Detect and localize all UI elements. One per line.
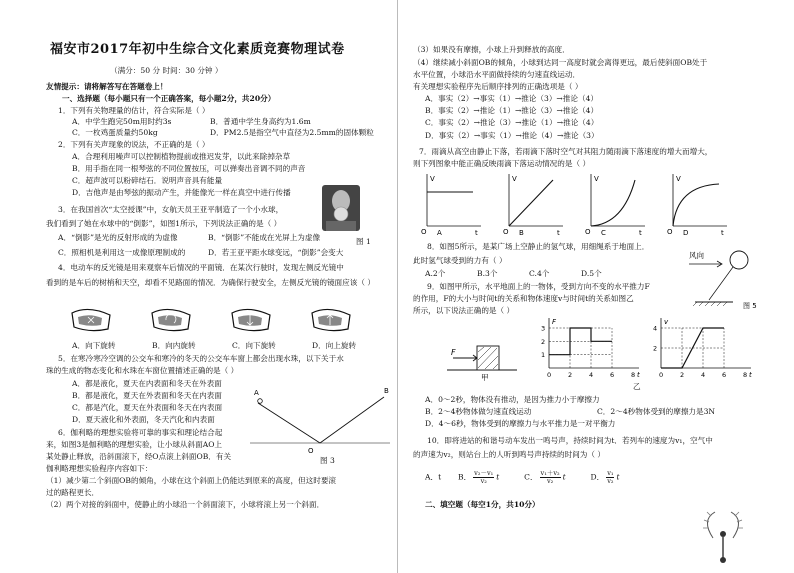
q7-graphs: [417, 172, 747, 236]
q3-b: B．“倒影”不能成在光屏上为虚像: [208, 233, 321, 242]
q6-stem2: 来，如图3是伽利略的理想实验，让小球从斜面AO上: [46, 440, 223, 449]
q3-stem: 3．在我国首次“太空授课”中，女航天员王亚平制造了一个小水球，: [58, 205, 284, 214]
mirror-a: [72, 309, 110, 330]
graph-c: [585, 174, 645, 237]
vt-xtick-2: 4: [701, 371, 706, 379]
q5-stem: 5．在寒冷寒冷空调的公交车和寒冷的冬天的公交车车窗上都会出现水珠，以下关于水: [58, 354, 344, 363]
graph-c-v: V: [594, 175, 599, 183]
section1-heading: 一、选择题（每小题只有一个正确答案，每小题2分，共20分）: [62, 94, 276, 103]
graph-d: [667, 174, 727, 237]
q6-c: C．事实（2）→推论（3）→推论（1）→推论（4）: [425, 118, 599, 127]
q6-stem: 6．伽利略的理想实验将可靠的事实和理论结合起: [58, 428, 223, 437]
wind-label: 风向: [689, 251, 704, 260]
q8-opt-d: D.5个: [581, 269, 602, 278]
q10-c-frac: [540, 470, 561, 485]
exam-meta: （满分：50 分 时间：30 分钟 ）: [110, 66, 223, 75]
ft-xlabel: t: [637, 371, 640, 379]
figure-3-slopes: [250, 385, 390, 455]
q2-a: A．合理利用噪声可以控制植物提前或推迟发芽，以此来除掉杂草: [72, 152, 291, 161]
q5-b: B．都是液化，夏天在外表面和冬天在内表面: [72, 391, 222, 400]
q2-stem: 2．下列有关声现象的说法，不正确的是（ ）: [58, 140, 210, 149]
q10-a: A．t: [425, 472, 442, 482]
q3-a: A．“倒影”是光的反射形成的为虚像: [58, 233, 178, 242]
graph-b-v: V: [512, 175, 517, 183]
q8-opt-c: C.4个: [529, 269, 550, 278]
q6-a: A．事实（2）→事实（1）→推论（3）→推论（4）: [425, 94, 598, 103]
q1-a: A．中学生跑完50m用时约3s: [72, 117, 172, 126]
fig3-caption: 图 3: [320, 456, 335, 465]
q6-s2: （2）两个对接的斜面中，使静止的小球沿一个斜面滚下，小球将滚上另一个斜面．: [46, 500, 325, 509]
vt-chart: [647, 314, 757, 380]
q10-stem2: 的声速为v₂，则站台上的人听到鸣号声持续的时间为（ ）: [413, 450, 605, 459]
graph-b-o: O: [503, 228, 509, 236]
q1-d: D．PM2.5是指空气中直径为2.5mm的固体颗粒: [210, 128, 374, 137]
ft-xtick-0: 0: [547, 371, 552, 379]
q6-s4b: 水平位置，小球沿水平面做持续的匀速直线运动．: [413, 70, 581, 79]
ball: [258, 399, 263, 404]
graph-c-t: t: [639, 229, 642, 237]
vt-ytick-0: 2: [653, 344, 658, 353]
q6-d: D．事实（2）→事实（1）→推论（4）→推论（3）: [425, 131, 599, 140]
greeting: 友情提示：请将解答写在答题卷上！: [46, 82, 168, 91]
vt-ylabel: v: [664, 318, 669, 326]
vt-xtick-0: 0: [659, 371, 664, 379]
q10-d-num: v₁: [607, 469, 614, 477]
mirror-b: [152, 309, 190, 330]
force-label: F: [451, 348, 456, 357]
q3-d: D．若王亚平距水球变远，“倒影”会变大: [208, 248, 344, 257]
graph-d-t: t: [721, 229, 724, 237]
label-b: B: [384, 387, 389, 395]
ft-ytick-0: 1: [541, 351, 546, 360]
ft-chart: [535, 314, 645, 380]
q8-stem: 8．如图5所示，是某广场上空静止的氢气球，用细绳系于地面上．: [427, 242, 650, 251]
graph-a-v: V: [430, 175, 435, 183]
q5-a: A．都是液化，夏天在内表面和冬天在外表面: [72, 379, 222, 388]
q4-opt-d: D．向上旋转: [312, 341, 357, 350]
balloon: [730, 251, 748, 269]
q10-b-den: v₂: [480, 477, 487, 485]
vt-xtick-3: 6: [722, 371, 727, 379]
q9-stem2: 的作用，F的大小与时间t的关系和物体速度v与时间t的关系如图乙: [413, 294, 634, 303]
ft-xtick-1: 2: [568, 371, 573, 379]
q4-stem2: 看到的是车后的树梢和天空，却看不见路面的情况．为确保行驶安全，左侧反光镜的镜面应该（ ）: [46, 278, 375, 287]
q10-b-letter: B．: [457, 472, 472, 482]
q6-b: B．事实（2）→推论（1）→推论（3）→推论（4）: [425, 106, 599, 115]
q9-c: C．2～4秒物体受到的摩擦力是3N: [597, 407, 716, 416]
slope-ob: [320, 397, 384, 443]
q5-c: C．都是汽化，夏天在外表面和冬天在内表面: [72, 403, 223, 412]
ft-ytick-2: 3: [541, 324, 546, 333]
ft-ylabel: F: [552, 318, 557, 326]
graph-a-label: A: [437, 229, 442, 237]
graph-c-o: O: [585, 228, 591, 236]
q8-opt-a: A.2个: [425, 269, 446, 278]
q10-stem: 10．即将进站的和谐号动车发出一鸣号声，持续时间为t．若列车的速度为v₁，空气中: [427, 436, 713, 445]
q7-stem2: 则下列图象中能正确反映雨滴下落运动情况的是（ ）: [413, 159, 591, 168]
graph-a: [421, 174, 481, 237]
q2-c: C．超声波可以粉碎结石．说明声音具有能量: [72, 176, 223, 185]
q8-stem2: 此时氢气球受到的力有（ ）: [413, 256, 507, 265]
decorative-emblem: [693, 508, 753, 568]
graph-c-label: C: [601, 229, 606, 237]
q9-b: B．2～4秒物体做匀速直线运动: [425, 407, 532, 416]
q6-s1b: 过的路程更长．: [46, 488, 100, 497]
q7-stem: 7．雨滴从高空由静止下落，若雨滴下落时空气对其阻力随雨滴下落速度的增大而增大，: [419, 147, 713, 156]
mirror-c: [232, 309, 270, 330]
column-divider: [397, 0, 398, 573]
vt-xtick-1: 2: [680, 371, 685, 379]
q4-opt-a: A．向下旋转: [72, 341, 116, 350]
q4-opt-c: C．向下旋转: [232, 341, 276, 350]
q10-d-den: v₂: [607, 477, 614, 485]
ft-ytick-1: 2: [541, 337, 546, 346]
graph-b: [503, 174, 563, 237]
q1-c: C．一枚鸡蛋质量约50kg: [72, 128, 158, 137]
graph-a-o: O: [421, 228, 427, 236]
mirror-figures: [60, 305, 380, 339]
graph-d-o: O: [667, 228, 673, 236]
q8-opt-b: B.3个: [477, 269, 498, 278]
label-o: O: [308, 447, 314, 455]
fig5-caption: 图 5: [743, 302, 757, 310]
slope-ao: [258, 403, 320, 443]
q9-stem3: 所示，以下说法正确的是（ ）: [413, 306, 515, 315]
astronaut-photo-art: [322, 185, 360, 231]
yi-label: 乙: [633, 382, 641, 391]
q9-a: A．0～2秒，物体没有推动，是因为推力小于摩擦力: [425, 395, 600, 404]
q10-c-den: v₂: [546, 477, 554, 485]
ft-xtick-4: 8: [631, 371, 636, 379]
q10-d-frac: [606, 470, 614, 485]
rope: [709, 267, 733, 300]
q10-d-letter: D．: [590, 472, 605, 482]
graph-d-v: V: [676, 175, 681, 183]
q10-c-letter: C．: [524, 472, 538, 482]
q10-c-num: v₁＋v₂: [540, 469, 560, 477]
q10-b-frac: [473, 470, 494, 485]
exam-title: 福安市2017年初中生综合文化素质竞赛物理试卷: [50, 42, 345, 57]
q4-stem: 4．电动车的反光镜是用来观察车后情况的平面镜．在某次行驶时，发现左侧反光镜中: [58, 263, 344, 272]
q1-stem: 1．下列有关物理量的估计，符合实际是（ ）: [58, 106, 210, 115]
q9-d: D．4～6秒，物体受到的摩擦力与水平推力是一对平衡力: [425, 419, 616, 428]
q10-b-num: v₂－v₁: [474, 469, 494, 477]
q2-d: D．吉他声是由琴弦的振动产生，并能像光一样在真空中进行传播: [72, 188, 291, 197]
vt-xtick-4: 8: [743, 371, 748, 379]
graph-a-t: t: [475, 229, 478, 237]
q6-stem4: 伽利略理想实验程序内容如下：: [46, 464, 153, 473]
vt-ytick-1: 4: [653, 324, 658, 333]
q6-s1: （1）减少第二个斜面OB的倾角，小球在这个斜面上仍能达到原来的高度，但这时要滚: [46, 476, 337, 485]
q6-s3: （3）如果没有摩擦，小球上升到释放的高度．: [413, 45, 570, 54]
q3-c: C．照相机是利用这一成像原理制成的: [58, 248, 186, 257]
q4-opt-b: B．向内旋转: [152, 341, 196, 350]
q10-options: A．t B． $\frac{\text{v₂－v₁}}{\text{v₂}}$ t C． $\frac{\text{v₁＋v₂}}{\text{v₂}}$ t D． $\frac{\text{v₁}}{\text{v₂}}$ t: [425, 469, 620, 485]
graph-d-label: D: [683, 229, 689, 237]
q3-stem2: 我们看到了她在水球中的“倒影”，如图1所示，下列说法正确的是（ ）: [46, 219, 282, 228]
q1-b: B．普通中学生身高约为1.6m: [210, 117, 311, 126]
mirror-d: [312, 309, 350, 330]
q9-stem: 9．如图甲所示，水平地面上的一物体，受到方向不变的水平推力F: [427, 282, 650, 291]
q6-stem3: 某处静止释放，沿斜面滚下，经O点滚上斜面OB．有关: [46, 452, 232, 461]
q5-stem2: 珠的生成的物态变化和水珠在车窗位置描述正确的是（ ）: [46, 366, 239, 375]
fig1-caption: 图 1: [356, 237, 371, 246]
q6-question: 有关理想实验程序先后顺序排列的正确选项是（ ）: [413, 82, 583, 91]
label-a: A: [254, 389, 259, 397]
ft-xtick-2: 4: [589, 371, 594, 379]
q2-b: B．用手指在同一根琴弦的不同位置按压，可以弹奏出音调不同的声音: [72, 164, 306, 173]
q5-d: D．夏天液化和外表面，冬天汽化和内表面: [72, 415, 215, 424]
jia-label: 甲: [481, 373, 489, 382]
ft-xtick-3: 6: [610, 371, 615, 379]
graph-b-t: t: [557, 229, 560, 237]
figure-jia: [447, 330, 527, 380]
astronaut-photo: [322, 185, 360, 231]
section2-heading: 二、填空题（每空1分，共10分）: [425, 500, 540, 509]
graph-b-label: B: [519, 229, 524, 237]
q6-s4: （4）继续减小斜面OB的倾角，小球到达同一高度时就会离得更远，最后使斜面OB处于: [413, 58, 708, 67]
vt-xlabel: t: [749, 371, 752, 379]
